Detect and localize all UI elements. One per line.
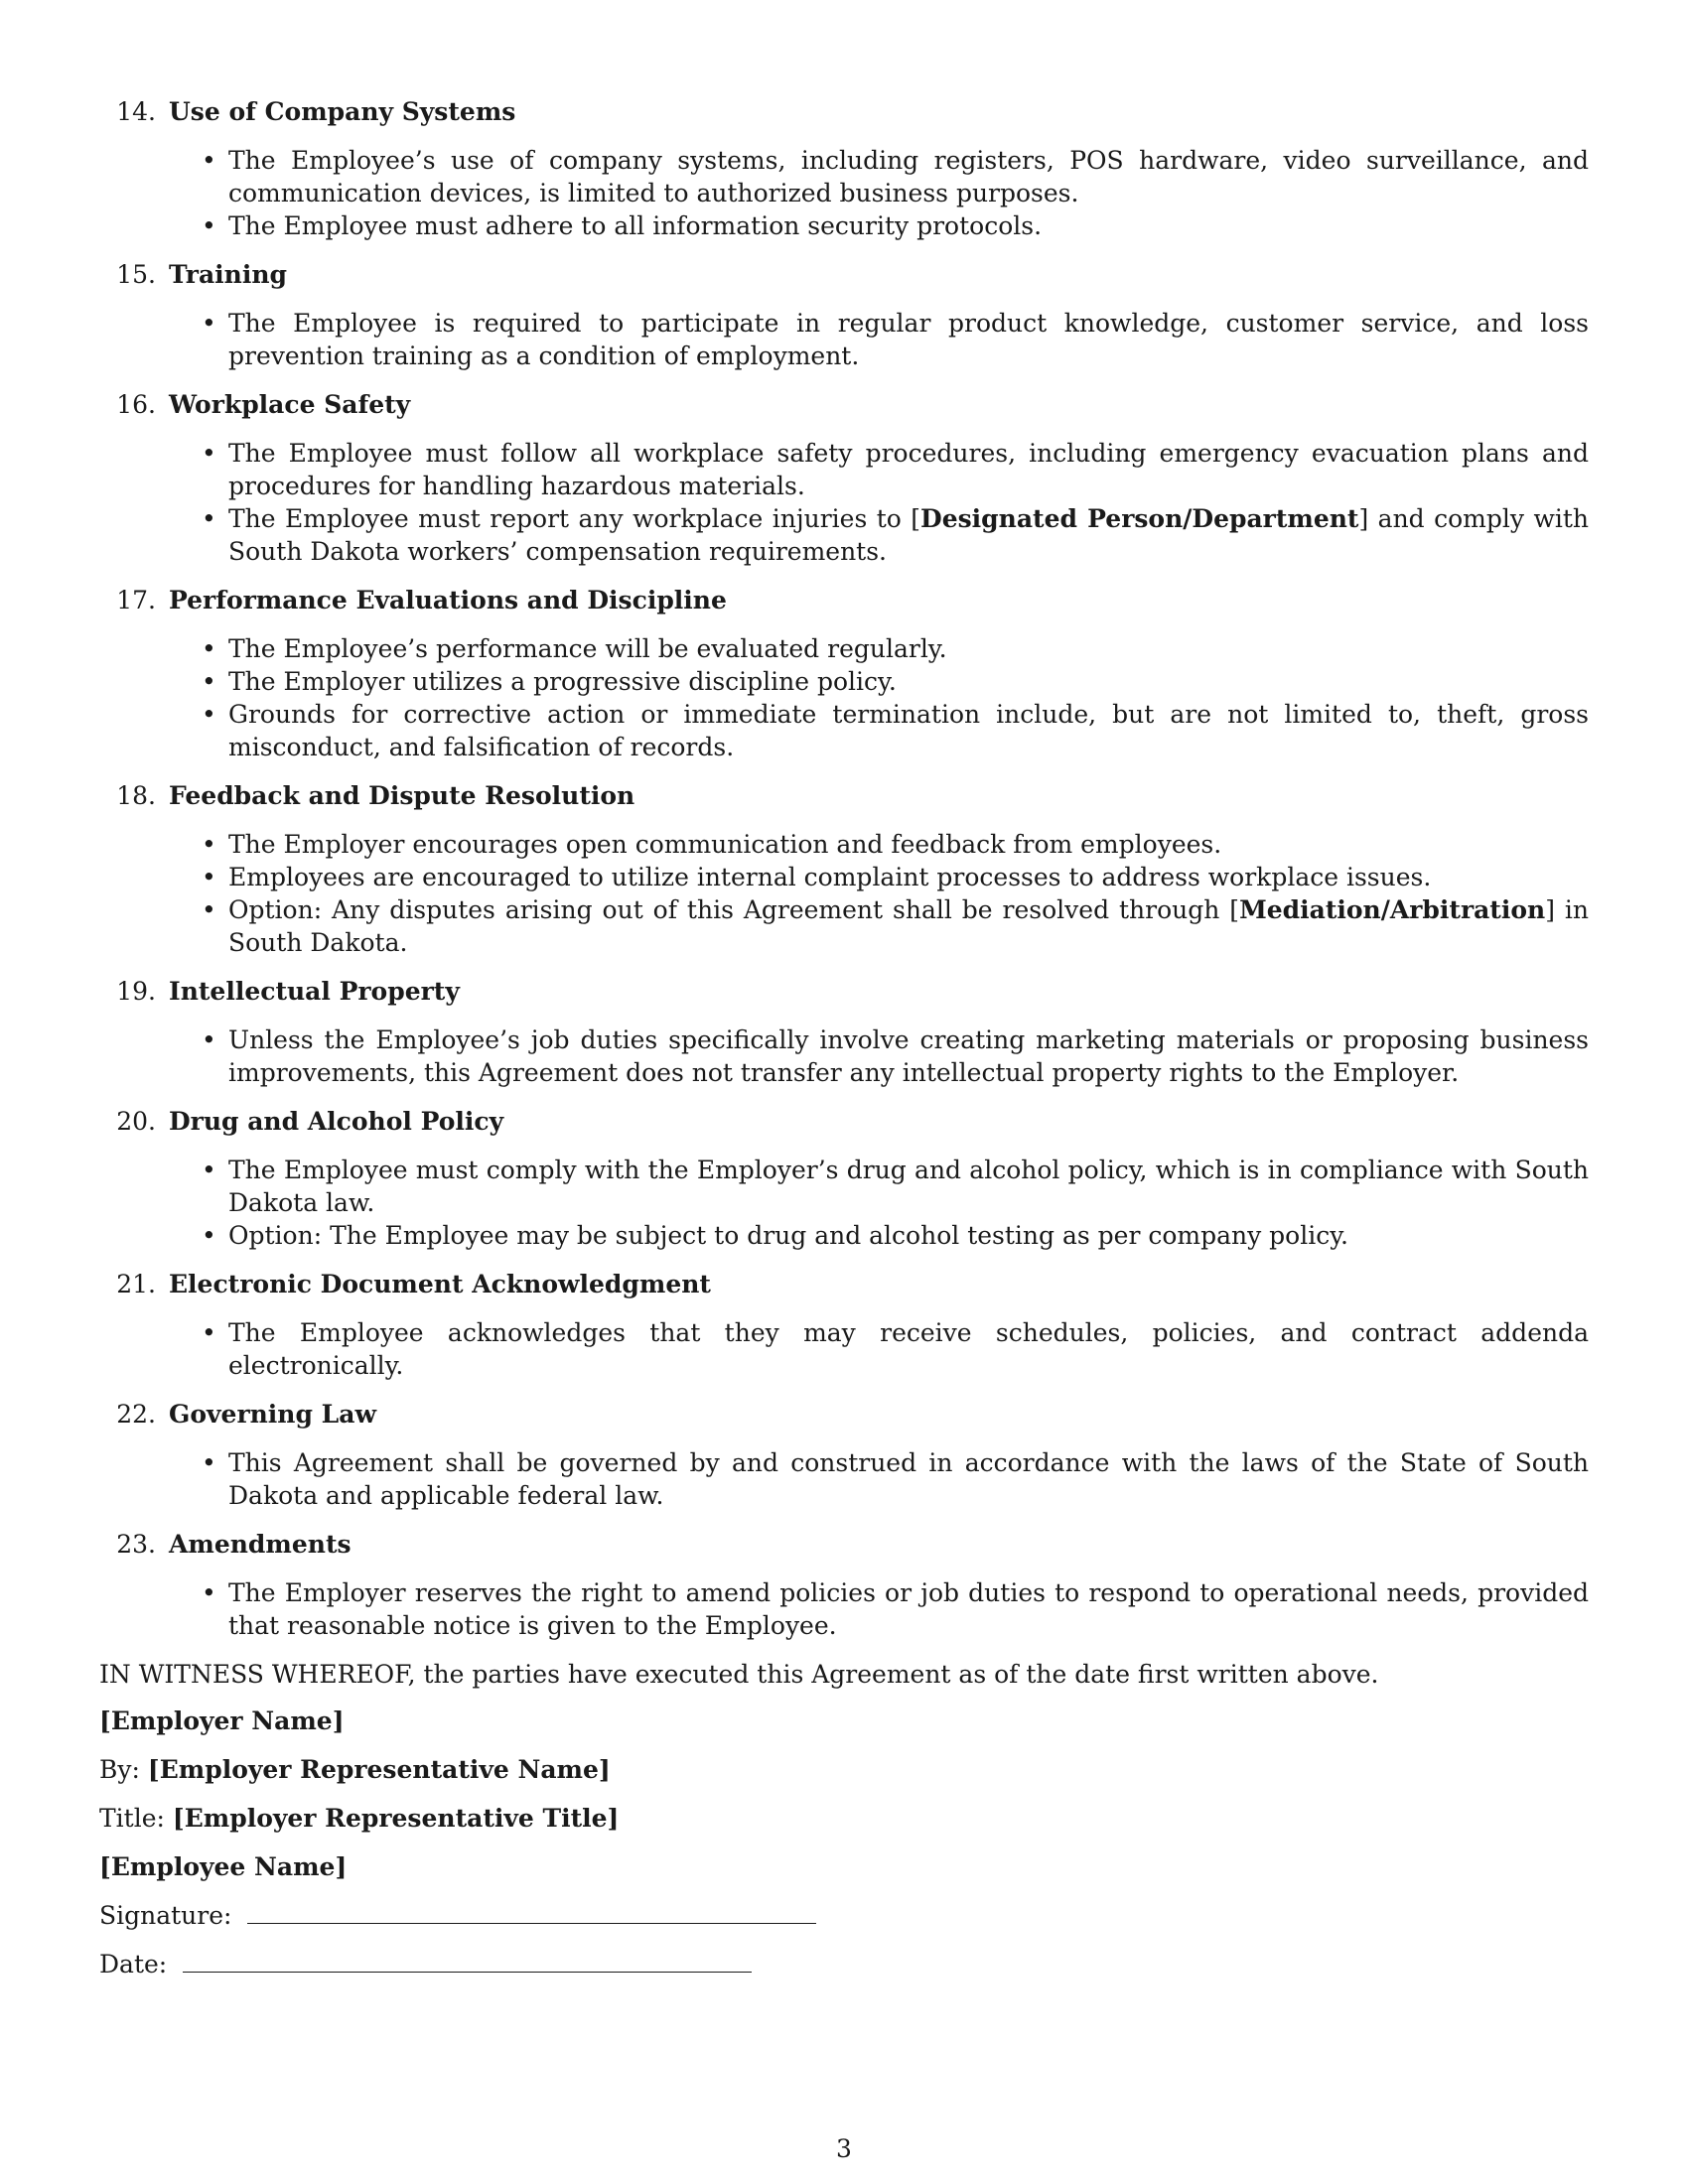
bullet-icon: • <box>202 211 216 240</box>
bullet-text: The Employee’s use of company systems, including registers, POS hardware, video surveillance, and communication devices, is limited to authorized business purposes. <box>228 146 1589 207</box>
section-heading <box>99 1268 1589 1300</box>
bullet-text: The Employee must adhere to all information security protocols. <box>228 211 1043 240</box>
section-number: 21. <box>116 1270 156 1298</box>
bullet-text: The Employer utilizes a progressive discipline policy. <box>228 667 897 696</box>
section-number: 16. <box>116 390 156 419</box>
section-title: Electronic Document Acknowledgment <box>169 1270 711 1298</box>
section-number: 20. <box>116 1107 156 1136</box>
section-number: 14. <box>116 97 156 126</box>
section-title: Training <box>169 260 287 289</box>
bullet-item <box>202 632 1589 665</box>
employer-rep-name: [Employer Representative Name] <box>147 1755 611 1784</box>
date-blank[interactable] <box>183 1948 752 1973</box>
bullet-list <box>99 1446 1589 1512</box>
bullet-item <box>202 893 1590 959</box>
document-body <box>99 95 1589 1996</box>
bullet-item <box>202 1154 1589 1219</box>
bullet-list <box>99 828 1589 959</box>
bullet-icon: • <box>202 634 216 663</box>
bullet-text: The Employee must comply with the Employer’s drug and alcohol policy, which is in compliance with South Dakota law. <box>228 1156 1589 1217</box>
section-title: Amendments <box>169 1530 352 1559</box>
bullet-text: The Employer reserves the right to amend policies or job duties to respond to operational needs, provided that reasonable notice is given to the Employee. <box>228 1578 1589 1640</box>
bullet-icon: • <box>202 1318 216 1347</box>
bullet-text: The Employer encourages open communication and feedback from employees. <box>228 830 1222 859</box>
bullet-list <box>99 437 1589 568</box>
section-heading <box>99 975 1589 1008</box>
employer-rep-line <box>99 1753 1589 1786</box>
section <box>99 584 1589 763</box>
bullet-icon: • <box>202 863 216 891</box>
section <box>99 1398 1589 1512</box>
section <box>99 1105 1589 1252</box>
bullet-icon: • <box>202 830 216 859</box>
section-heading <box>99 1105 1589 1138</box>
bullet-item <box>202 1219 1589 1252</box>
bullet-text: The Employee must follow all workplace safety procedures, including emergency evacuation plans and procedures for handling hazardous materials. <box>228 439 1589 500</box>
bullet-text: Grounds for corrective action or immediate termination include, but are not limited to, theft, gross misconduct, and falsification of records. <box>228 700 1589 761</box>
section <box>99 975 1589 1089</box>
section-heading <box>99 258 1589 291</box>
bullet-list <box>99 632 1589 763</box>
bullet-icon: • <box>202 504 216 533</box>
by-label: By: <box>99 1755 140 1784</box>
section-title: Workplace Safety <box>169 390 411 419</box>
page-number: 3 <box>836 2134 852 2163</box>
bullet-icon: • <box>202 700 216 729</box>
employer-name: [Employer Name] <box>99 1706 345 1735</box>
section-title: Intellectual Property <box>169 977 460 1006</box>
bullet-text: Unless the Employee’s job duties specifically involve creating marketing materials or proposing business improvements, this Agreement does not transfer any intellectual property rights to the Employer. <box>228 1025 1589 1087</box>
employer-rep-title: [Employer Representative Title] <box>172 1804 620 1833</box>
section-heading <box>99 1528 1589 1561</box>
section <box>99 779 1589 959</box>
section-number: 15. <box>116 260 156 289</box>
bullet-item <box>202 437 1589 502</box>
section-title: Governing Law <box>169 1400 376 1429</box>
bullet-icon: • <box>202 895 216 924</box>
bullet-item <box>202 828 1589 861</box>
bullet-text: Option: Any disputes arising out of this Agreement shall be resolved through [ <box>228 895 1240 924</box>
section-number: 22. <box>116 1400 156 1429</box>
bullet-icon: • <box>202 146 216 175</box>
bullet-text: The Employee is required to participate in regular product knowledge, customer service, and loss prevention training as a condition of employment. <box>228 309 1589 370</box>
section-heading <box>99 779 1589 812</box>
section-heading <box>99 388 1589 421</box>
section-heading <box>99 1398 1589 1431</box>
section-number: 17. <box>116 586 156 614</box>
bullet-icon: • <box>202 1448 216 1477</box>
bullet-placeholder: Mediation/Arbitration <box>1239 895 1546 924</box>
bullet-text: Option: The Employee may be subject to drug and alcohol testing as per company policy. <box>228 1221 1348 1250</box>
section-title: Use of Company Systems <box>169 97 516 126</box>
bullet-item <box>202 307 1589 372</box>
section-number: 19. <box>116 977 156 1006</box>
bullet-item <box>202 861 1589 893</box>
sections-list <box>99 95 1589 1642</box>
bullet-item <box>202 665 1589 698</box>
bullet-item <box>202 209 1589 242</box>
bullet-list <box>99 1316 1589 1382</box>
witness-clause: IN WITNESS WHEREOF, the parties have executed this Agreement as of the date first written above. <box>99 1660 1379 1689</box>
section <box>99 95 1589 242</box>
bullet-list <box>99 144 1589 242</box>
bullet-text: The Employee’s performance will be evaluated regularly. <box>228 634 947 663</box>
bullet-item <box>202 144 1589 209</box>
bullet-icon: • <box>202 1025 216 1054</box>
section-title: Performance Evaluations and Discipline <box>169 586 727 614</box>
bullet-text: ] and comply with South Dakota workers’ compensation requirements. <box>228 504 1589 566</box>
bullet-list <box>99 307 1589 372</box>
bullet-icon: • <box>202 1221 216 1250</box>
section <box>99 388 1589 568</box>
signature-line <box>99 1899 1589 1932</box>
bullet-item <box>202 1446 1589 1512</box>
bullet-list <box>99 1576 1589 1642</box>
bullet-text: The Employee acknowledges that they may receive schedules, policies, and contract addenda electronically. <box>228 1318 1589 1380</box>
bullet-text: The Employee must report any workplace injuries to [ <box>228 504 921 533</box>
section-number: 23. <box>116 1530 156 1559</box>
bullet-list <box>99 1024 1589 1089</box>
bullet-icon: • <box>202 309 216 338</box>
bullet-text: ] in South Dakota. <box>228 895 1590 957</box>
employee-name: [Employee Name] <box>99 1852 348 1881</box>
bullet-icon: • <box>202 1156 216 1184</box>
bullet-item <box>202 502 1589 568</box>
employer-title-line <box>99 1802 1589 1835</box>
bullet-item <box>202 698 1589 763</box>
section <box>99 1268 1589 1382</box>
title-label: Title: <box>99 1804 165 1833</box>
bullet-item <box>202 1316 1589 1382</box>
section-title: Feedback and Dispute Resolution <box>169 781 635 810</box>
date-label: Date: <box>99 1950 168 1979</box>
section-heading <box>99 584 1589 616</box>
bullet-text: Employees are encouraged to utilize internal complaint processes to address workplace issues. <box>228 863 1432 891</box>
date-line <box>99 1948 1589 1980</box>
section <box>99 258 1589 372</box>
bullet-icon: • <box>202 667 216 696</box>
signature-blank[interactable] <box>247 1899 816 1924</box>
section-number: 18. <box>116 781 156 810</box>
bullet-text: This Agreement shall be governed by and construed in accordance with the laws of the State of South Dakota and applicable federal law. <box>228 1448 1589 1510</box>
bullet-item <box>202 1576 1589 1642</box>
section <box>99 1528 1589 1642</box>
bullet-icon: • <box>202 439 216 468</box>
signature-label: Signature: <box>99 1901 232 1930</box>
bullet-list <box>99 1154 1589 1252</box>
bullet-item <box>202 1024 1589 1089</box>
bullet-placeholder: Designated Person/Department <box>920 504 1359 533</box>
section-title: Drug and Alcohol Policy <box>169 1107 504 1136</box>
bullet-icon: • <box>202 1578 216 1607</box>
section-heading <box>99 95 1589 128</box>
